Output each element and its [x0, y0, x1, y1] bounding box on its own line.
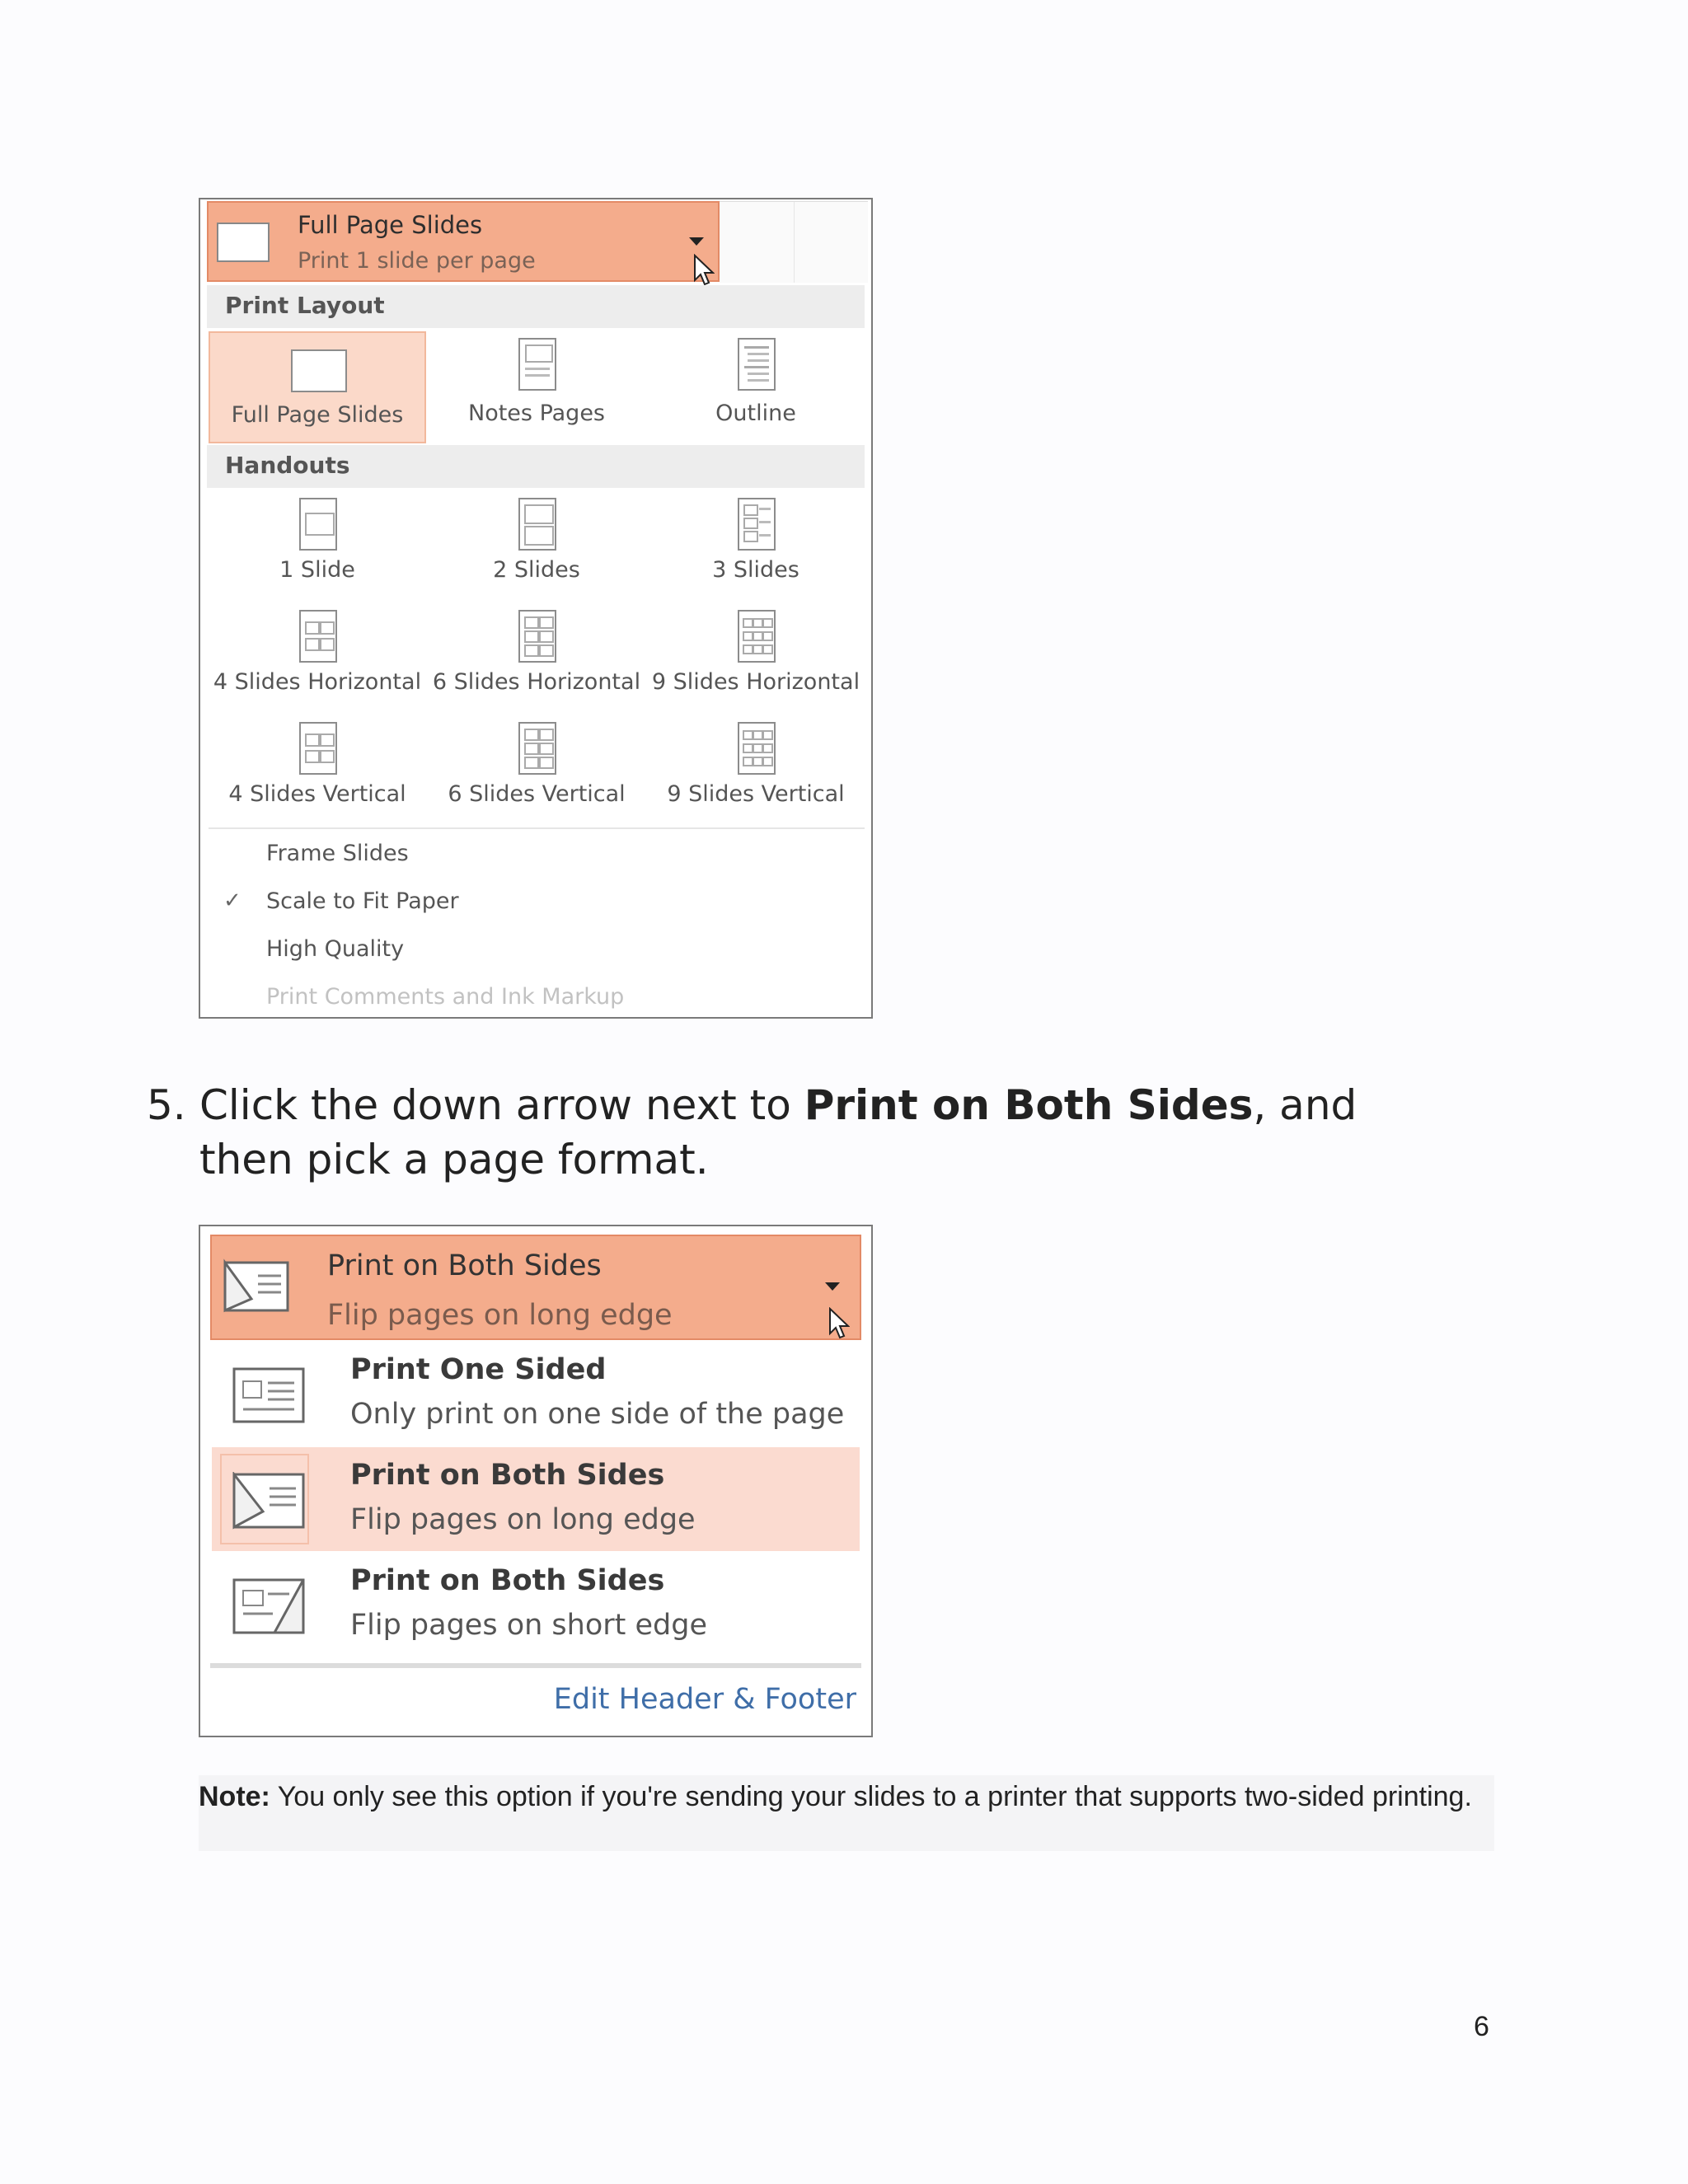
- print-one-sided-icon: [232, 1366, 306, 1424]
- option-high-quality[interactable]: High Quality: [266, 936, 405, 962]
- handout-9-slides-vertical-icon: [738, 722, 776, 775]
- handout-2-slides-icon: [518, 498, 556, 551]
- handout-item-label: 2 Slides: [493, 557, 580, 583]
- layout-item-label: Outline: [715, 401, 796, 426]
- note-body: You only see this option if you're sending your slides to a printer that supports two-sided printing.: [270, 1781, 1472, 1812]
- row-title: Print on Both Sides: [350, 1459, 665, 1492]
- step-number: 5.: [147, 1081, 186, 1129]
- option-scale-to-fit-paper[interactable]: Scale to Fit Paper: [266, 888, 459, 914]
- handout-4-slides-horizontal[interactable]: [209, 603, 426, 714]
- row-title: Print One Sided: [350, 1353, 607, 1386]
- chevron-down-icon[interactable]: [689, 237, 704, 246]
- handout-1-slide-icon: [299, 498, 337, 551]
- sides-dropdown-subtitle: Flip pages on long edge: [327, 1299, 673, 1332]
- print-sides-screenshot: [199, 1225, 873, 1737]
- print-layout-heading: Print Layout: [207, 285, 865, 328]
- layout-dropdown-subtitle: Print 1 slide per page: [298, 248, 536, 274]
- option-print-comments: Print Comments and Ink Markup: [266, 984, 625, 1010]
- handout-4-slides-horizontal-icon: [299, 610, 337, 663]
- print-both-sides-long-edge-icon: [232, 1472, 306, 1530]
- option-print-both-sides-short-edge[interactable]: [212, 1553, 860, 1657]
- handout-item-label: 6 Slides Vertical: [448, 781, 626, 807]
- handout-item-label: 9 Slides Horizontal: [651, 669, 860, 695]
- step-text-before: Click the down arrow next to: [199, 1081, 804, 1129]
- handout-3-slides-icon: [738, 498, 776, 551]
- note-label: Note:: [199, 1781, 270, 1812]
- layout-item-label: Full Page Slides: [231, 402, 404, 428]
- option-print-both-sides-long-edge[interactable]: [212, 1447, 860, 1551]
- layout-dropdown-title: Full Page Slides: [298, 211, 483, 239]
- row-subtitle: Flip pages on long edge: [350, 1503, 696, 1536]
- note-box: [199, 1775, 1494, 1851]
- handouts-heading: Handouts: [207, 445, 865, 488]
- full-page-slide-icon: [291, 349, 347, 392]
- row-subtitle: Only print on one side of the page: [350, 1398, 845, 1431]
- step-text-bold: Print on Both Sides: [804, 1081, 1254, 1129]
- mouse-cursor-icon: [693, 254, 715, 287]
- handout-6-slides-horizontal-icon: [518, 610, 556, 663]
- handout-9-slides-vertical[interactable]: [647, 715, 865, 826]
- handout-item-label: 9 Slides Vertical: [667, 781, 845, 807]
- print-both-sides-long-edge-icon: [222, 1256, 291, 1315]
- handout-item-label: 6 Slides Horizontal: [432, 669, 641, 695]
- outline-page-icon: [738, 338, 776, 391]
- handout-6-slides-horizontal[interactable]: [428, 603, 645, 714]
- print-layout-screenshot: [199, 198, 873, 1019]
- handout-9-slides-horizontal[interactable]: [647, 603, 865, 714]
- option-print-one-sided[interactable]: [212, 1342, 860, 1446]
- handout-3-slides[interactable]: [647, 491, 865, 602]
- handout-4-slides-vertical[interactable]: [209, 715, 426, 826]
- handout-6-slides-vertical-icon: [518, 722, 556, 775]
- row-subtitle: Flip pages on short edge: [350, 1609, 707, 1642]
- sides-dropdown-button[interactable]: [210, 1235, 861, 1340]
- handout-item-label: 1 Slide: [279, 557, 355, 583]
- option-frame-slides[interactable]: Frame Slides: [266, 841, 409, 866]
- handout-6-slides-vertical[interactable]: [428, 715, 645, 826]
- layout-full-page-slides[interactable]: [209, 331, 426, 443]
- dropdown-side-area: [720, 201, 868, 283]
- menu-divider: [209, 827, 865, 829]
- row-title: Print on Both Sides: [350, 1564, 665, 1597]
- checkmark-icon: ✓: [223, 888, 241, 913]
- menu-bottom-divider: [210, 1663, 861, 1668]
- handout-2-slides[interactable]: [428, 491, 645, 602]
- layout-item-label: Notes Pages: [468, 401, 605, 426]
- handout-item-label: 3 Slides: [712, 557, 799, 583]
- handout-item-label: 4 Slides Horizontal: [213, 669, 422, 695]
- step-text-after: , and then pick a page format.: [199, 1081, 1357, 1183]
- notes-page-icon: [518, 338, 556, 391]
- step-text: [199, 1078, 1452, 1187]
- mouse-cursor-icon: [828, 1307, 850, 1340]
- handout-9-slides-horizontal-icon: [738, 610, 776, 663]
- print-both-sides-short-edge-icon: [232, 1577, 306, 1635]
- layout-dropdown[interactable]: [207, 201, 919, 282]
- handout-item-label: 4 Slides Vertical: [228, 781, 406, 807]
- handout-4-slides-vertical-icon: [299, 722, 337, 775]
- layout-dropdown-button[interactable]: [207, 201, 720, 282]
- edit-header-footer-link[interactable]: Edit Header & Footer: [553, 1683, 856, 1716]
- chevron-down-icon[interactable]: [825, 1282, 840, 1291]
- layout-notes-pages[interactable]: [428, 331, 645, 443]
- handout-1-slide[interactable]: [209, 491, 426, 602]
- page-number: 6: [1474, 2011, 1489, 2042]
- layout-outline[interactable]: [647, 331, 865, 443]
- full-page-slide-icon: [217, 223, 270, 262]
- note-text: [199, 1777, 1494, 1816]
- sides-dropdown-title: Print on Both Sides: [327, 1249, 602, 1282]
